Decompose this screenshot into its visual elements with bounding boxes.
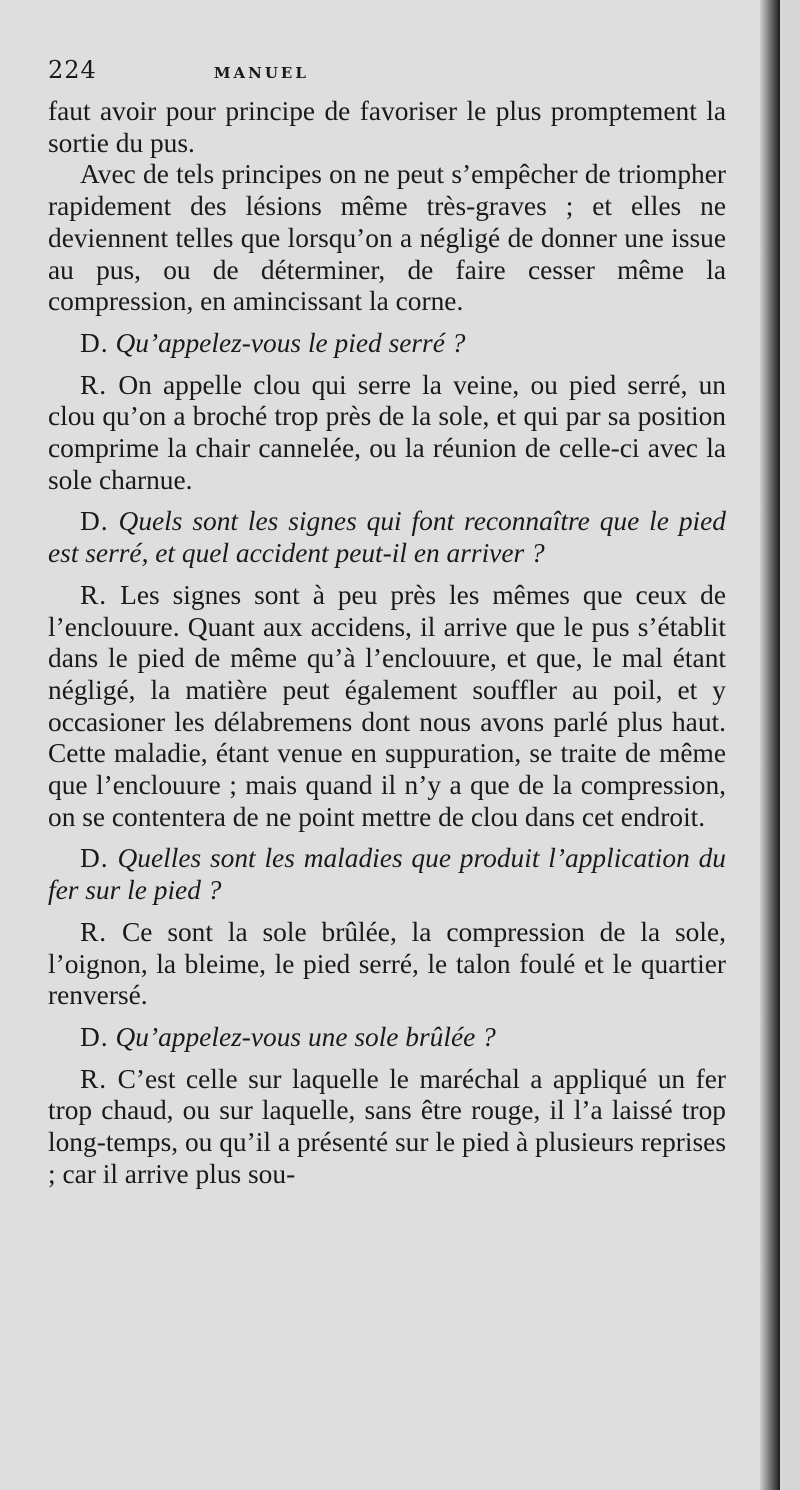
question-label: D. bbox=[80, 843, 109, 874]
question-text: Qu’appelez-vous une sole brûlée ? bbox=[115, 1021, 496, 1052]
question-paragraph bbox=[48, 506, 726, 569]
answer-text: C’est celle sur laquelle le maréchal a appliqué un fer trop chaud, ou sur laquelle, sans être rouge, il l’a laissé trop long-temps, ou qu’il a présenté sur le pied à plusieurs reprises ; car il arrive plus sou- bbox=[48, 1063, 726, 1189]
question-paragraph bbox=[48, 1022, 726, 1054]
answer-text: Ce sont la sole brûlée, la compression de la sole, l’oignon, la bleime, le pied serré, le talon foulé et le quartier renversé. bbox=[48, 916, 726, 1011]
question-paragraph bbox=[48, 328, 726, 360]
page-header bbox=[48, 56, 726, 96]
body-text bbox=[48, 96, 726, 1191]
answer-label: R. bbox=[80, 916, 108, 947]
question-text: Quels sont les signes qui font reconnaître que le pied est serré, et quel accident peut-il en arriver ? bbox=[48, 506, 726, 569]
paragraph: Avec de tels principes on ne peut s’empêcher de triompher rapidement des lésions même très-graves ; et elles ne deviennent telles que lorsqu’on a négligé de donner une issue au pus, ou de déterminer, de faire cesser même la compression, en amincissant la corne. bbox=[48, 159, 726, 317]
answer-text: Les signes sont à peu près les mêmes que ceux de l’enclouure. Quant aux accidens, il arrive que le pus s’établit dans le pied de même qu’à l’enclouure, et que, le mal étant négligé, la matière peut également souffler au poil, et y occasioner les délabremens dont nous avons parlé plus haut. Cette maladie, étant venue en suppuration, se traite de même que l’enclouure ; mais quand il n’y a que de la compression, on se contentera de ne point mettre de clou dans cet endroit. bbox=[48, 579, 726, 832]
paragraph-continuation: faut avoir pour principe de favoriser le plus promptement la sortie du pus. bbox=[48, 96, 726, 158]
question-paragraph bbox=[48, 843, 726, 906]
answer-text: On appelle clou qui serre la veine, ou pied serré, un clou qu’on a broché trop près de la sole, et qui par sa position comprime la chair cannelée, ou la réunion de celle-ci avec la sole charnue. bbox=[48, 369, 726, 495]
page-number: 224 bbox=[48, 56, 97, 84]
question-label: D. bbox=[80, 327, 109, 358]
question-label: D. bbox=[80, 1021, 109, 1052]
answer-paragraph bbox=[48, 1064, 726, 1191]
answer-label: R. bbox=[80, 1063, 108, 1094]
question-text: Quelles sont les maladies que produit l’application du fer sur le pied ? bbox=[48, 843, 726, 906]
answer-label: R. bbox=[80, 579, 108, 610]
running-head: MANUEL bbox=[213, 64, 309, 82]
answer-paragraph bbox=[48, 580, 726, 834]
page-edge-shadow bbox=[760, 0, 780, 1490]
question-label: D. bbox=[80, 506, 109, 537]
answer-paragraph bbox=[48, 370, 726, 497]
answer-paragraph bbox=[48, 917, 726, 1012]
question-text: Qu’appelez-vous le pied serré ? bbox=[115, 327, 466, 358]
answer-label: R. bbox=[80, 369, 108, 400]
